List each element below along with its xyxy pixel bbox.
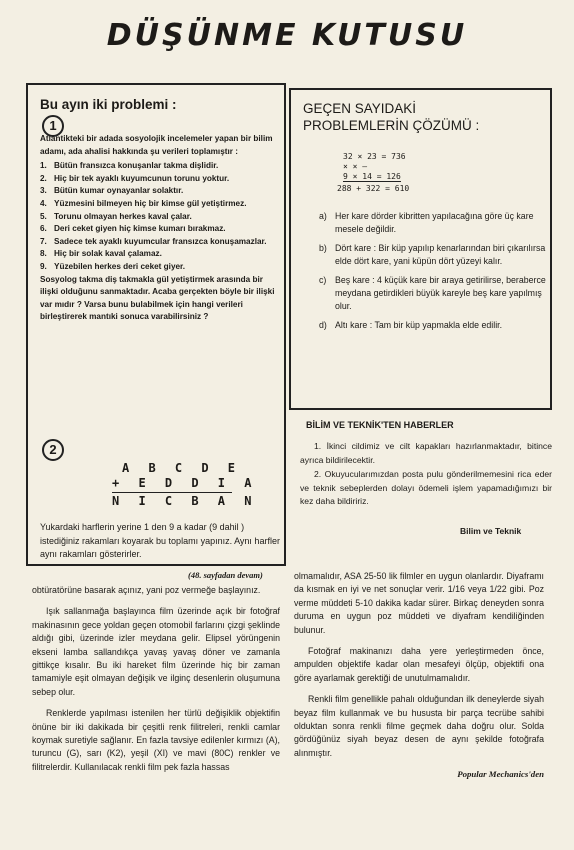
list-item: b) Dört kare : Bir küp yapılıp kenarlarından biri çıkarılırsa elde dört kare, yani küpün dört yüzeyi kalır. [319, 243, 546, 266]
news-paragraph-1: 1. İkinci cildimiz ve cilt kapakları hazırlanmaktadır, bitince ayrıca bildirilecektir. [300, 441, 552, 465]
list-item: 6. Deri ceket giyen hiç kimse kumarı bırakmaz. [40, 224, 226, 234]
article-paragraph: Fotoğraf makinanızı daha yere yerleştirmeden önce, ampulden objektife kadar olan mesafeyi ölçüp, objektifi ona göre ayarlamak gerektiği de unutulmamalıdır. [294, 646, 544, 683]
article-left-column [32, 584, 280, 782]
problems-box [26, 83, 286, 566]
problem-1 [40, 133, 276, 324]
list-item: 4. Yüzmesini bilmeyen hiç bir kimse gül yetiştirmez. [40, 198, 247, 208]
sum-line [112, 492, 232, 493]
list-item: 2. Hiç bir tek ayaklı kuyumcunun torunu yoktur. [40, 173, 230, 183]
list-item: a) Her kare dörder kibritten yapılacağına göre üç kare mesele değildir. [319, 211, 534, 234]
list-item: 8. Hiç bir solak kaval çalamaz. [40, 249, 162, 259]
cipher-row-1: A B C D E [122, 461, 242, 475]
list-item: 5. Torunu olmayan herkes kaval çalar. [40, 211, 192, 221]
article-right-column [294, 570, 544, 782]
list-item: 7. Sadece tek ayaklı kuyumcular fransızca konuşamazlar. [40, 236, 267, 246]
continued-note: (48. sayfadan devam) [188, 570, 263, 580]
equation-row-2: × × — [343, 162, 368, 171]
list-item: c) Beş kare : 4 küçük kare bir araya getirilirse, beraberce meydana getirdikleri büyük kareyle beş kare yapılmış olur. [319, 275, 546, 311]
article-paragraph: Işık sallanmağa başlayınca film üzerinde açık bir fotoğraf makinasının gece yoldan geçen otomobil farlarını çizgi şeklinde aldığı gibi, üzerinde izler meydana gelir. Elipsel yörüngenin ekseni lamba sallandıkça yavaş yavaş döner ve zamanla gittikçe kısalır. Bu iki hareket film üzerinde hiç bir zaman tamamiyle eşit olmayan değişik ve ilginç desenlerin oluşumuna sebep olur. [32, 606, 280, 697]
equation-row-3: 9 × 14 = 126 [343, 172, 401, 181]
list-item: 9. Yüzebilen herkes deri ceket giyer. [40, 261, 186, 271]
cipher-row-3: N I C B A N [112, 494, 258, 508]
cipher-row-2: + E D D I A [112, 476, 258, 490]
article-paragraph: Renkli film genellikle pahalı olduğundan ilk deneylerde siyah beyaz film kullanmak ve bu hususta bir parça tecrübe sahibi olduktan sonra renkli filme geçmek daha doğru olur. Solda gördüğünüz siyah beyaz desen de aynı şekilde fotoğrafa alınmıştır. [294, 694, 544, 758]
list-item: 1. Bütün fransızca konuşanlar takma dişlidir. [40, 161, 219, 171]
solutions-box [289, 88, 552, 410]
article-paragraph: obtüratörüne basarak açınız, yani poz vermeğe başlayınız. [32, 585, 261, 595]
problem-2-text: Yukardaki harflerin yerine 1 den 9 a kadar (9 dahil ) istediğiniz rakamları koyarak bu toplamı yapınız. Aynı harfler aynı rakamları gösterirler. [40, 522, 280, 559]
article-paragraph: Renklerde yapılması istenilen her türlü değişiklik objektifin önüne bir iki dakikada bir çeşitli renk filitreleri, renkli camlar koymak suretiyle sağlanır. En fazla tavsiye edilenler kırmızı (A), turuncu (G), sarı (K2), yeşil (XI) ve mavi (80C) renkler ve filitrelerdir. Kullanılacak renkli film pek fazla hassas [32, 708, 280, 772]
problem-1-question: Sosyolog takma diş takmakla gül yetiştirmek arasında bir ilişki olduğunu sanmaktadır. Acaba gerçekten böyle bir ilişki var mıdır ? Varsa bunu bulabilmek için hangi verileri birleştirerek mantıki sonuca varabilirsiniz ? [40, 274, 275, 322]
problem-1-number: 1 [42, 115, 64, 137]
equation-row-1: 32 × 23 = 736 [343, 152, 406, 161]
list-item: 3. Bütün kumar oynayanlar solaktır. [40, 186, 184, 196]
news-paragraph-2: 2. Okuyucularımızdan posta pulu gönderilmemesini rica eder ve teknik sebeplerden dolayı ödemeli işlem yapamadığımızı bir kez daha bildiririz. [300, 469, 552, 506]
problem-2-number: 2 [42, 439, 64, 461]
page-title: DÜŞÜNME KUTUSU [106, 18, 468, 53]
solutions-list [319, 210, 547, 338]
article-credit: Popular Mechanics'den [457, 769, 544, 780]
equation-row-4: 288 + 322 = 610 [337, 184, 410, 193]
list-item: d) Altı kare : Tam bir küp yapmakla elde edilir. [319, 320, 503, 330]
news-title: BİLİM VE TEKNİK'TEN HABERLER [306, 420, 454, 430]
article-paragraph: olmamalıdır, ASA 25-50 lik filmler en uygun olanlardır. Diyaframı da kısmak en iyi ve net sonuçlar verir. 1/16 veya 1/22 gibi. Poz verme müddeti 5-10 dakika kadar sürer. Birkaç deneyden sonra duruma en uygun poz müddeti ve diyafram kendiliğinden bulunur. [294, 571, 544, 635]
news-signature: Bilim ve Teknik [460, 526, 522, 536]
problem-1-intro: Atlantikteki bir adada sosyolojik incelemeler yapan bir bilim adamı, ada ahalisi hakkında şu verileri toplamıştır : [40, 134, 273, 156]
cipher-addition [112, 461, 257, 509]
solutions-heading: GEÇEN SAYIDAKİ PROBLEMLERİN ÇÖZÜMÜ : [303, 101, 480, 133]
problems-heading: Bu ayın iki problemi : [40, 97, 177, 112]
